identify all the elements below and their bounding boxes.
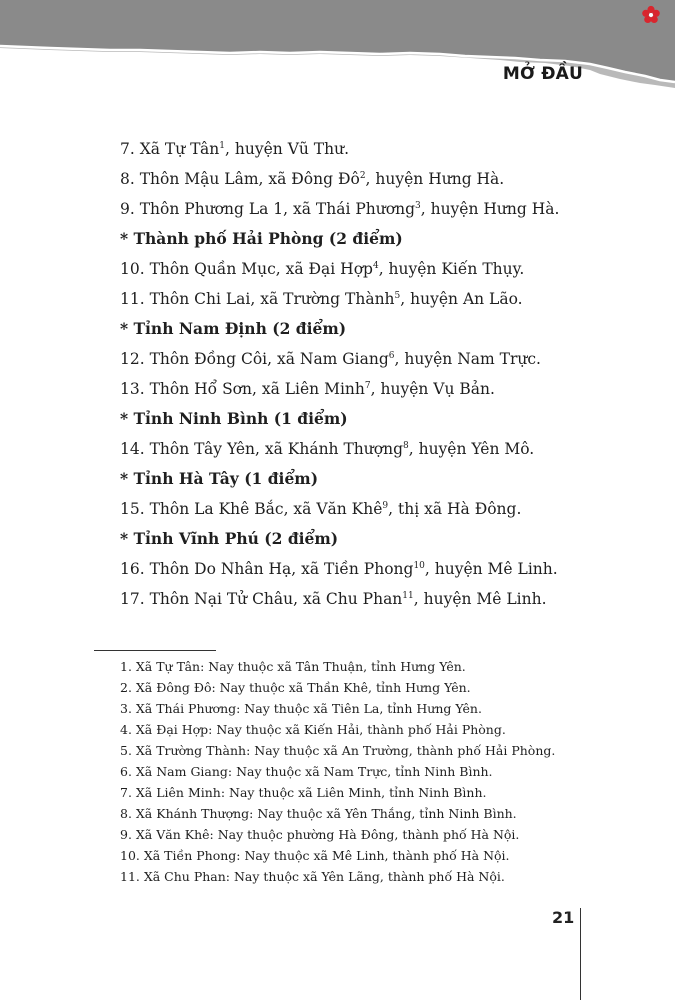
- footnote-item: 9. Xã Văn Khê: Nay thuộc phường Hà Đông, thành phố Hà Nội.: [120, 827, 520, 842]
- footnote-marker: 5: [394, 290, 401, 301]
- list-item: [120, 194, 630, 224]
- list-item-text: * Tỉnh Hà Tây (1 điểm): [120, 469, 319, 488]
- footnote-item: 7. Xã Liên Minh: Nay thuộc xã Liên Minh, tỉnh Ninh Bình.: [120, 785, 487, 800]
- footnote-marker: 9: [382, 500, 389, 511]
- list-item-text: 13. Thôn Hổ Sơn, xã Liên Minh: [120, 380, 365, 398]
- list-item-text: 11. Thôn Chi Lai, xã Trường Thành: [120, 290, 395, 308]
- page-number: 21: [552, 908, 575, 927]
- list-item-text: 12. Thôn Đồng Côi, xã Nam Giang: [120, 350, 389, 368]
- list-item-text-tail: , huyện Vũ Thư.: [225, 140, 350, 158]
- list-item-text-tail: , huyện Mê Linh.: [413, 590, 547, 608]
- footnote-item: 10. Xã Tiền Phong: Nay thuộc xã Mê Linh, thành phố Hà Nội.: [120, 848, 510, 863]
- footnote-divider: [94, 650, 216, 651]
- footnote-list: [120, 656, 600, 887]
- main-list: [120, 134, 630, 614]
- list-item-text: 10. Thôn Quần Mục, xã Đại Hợp: [120, 260, 373, 278]
- list-item-text: 16. Thôn Do Nhân Hạ, xã Tiền Phong: [120, 560, 414, 578]
- list-item-text-tail: , huyện Hưng Hà.: [365, 170, 505, 188]
- footnote-marker: 1: [219, 140, 226, 151]
- list-item: [120, 584, 630, 614]
- footnote-marker: 7: [364, 380, 371, 391]
- province-heading: [120, 224, 630, 254]
- torn-paper-band: [0, 0, 675, 115]
- list-item-text: 17. Thôn Nại Tử Châu, xã Chu Phan: [120, 590, 403, 608]
- list-item: [120, 284, 630, 314]
- footnote-item: 1. Xã Tự Tân: Nay thuộc xã Tân Thuận, tỉnh Hưng Yên.: [120, 659, 466, 674]
- list-item-text-tail: , huyện Yên Mô.: [408, 440, 535, 458]
- list-item-text: * Tỉnh Nam Định (2 điểm): [120, 319, 347, 338]
- page-number-rule: [580, 908, 581, 1000]
- list-item-text: 14. Thôn Tây Yên, xã Khánh Thượng: [120, 440, 403, 458]
- list-item-text: 9. Thôn Phương La 1, xã Thái Phương: [120, 200, 415, 218]
- list-item-text-tail: , huyện Kiến Thụy.: [378, 260, 525, 278]
- list-item: [120, 344, 630, 374]
- footnote-marker: 4: [372, 260, 379, 271]
- list-item-text-tail: , huyện Mê Linh.: [424, 560, 558, 578]
- list-item-text: 8. Thôn Mậu Lâm, xã Đông Đô: [120, 170, 360, 188]
- footnote-marker: 10: [413, 560, 425, 571]
- province-heading: [120, 464, 630, 494]
- list-item-text: * Tỉnh Ninh Bình (1 điểm): [120, 409, 348, 428]
- list-item-text: 7. Xã Tự Tân: [120, 140, 220, 158]
- list-item-text: * Thành phố Hải Phòng (2 điểm): [120, 229, 403, 248]
- list-item: [120, 134, 630, 164]
- list-item: [120, 554, 630, 584]
- section-title: MỞ ĐẦU: [502, 64, 583, 84]
- list-item: [120, 494, 630, 524]
- page-header: [0, 0, 675, 115]
- list-item: [120, 434, 630, 464]
- footnote-marker: 6: [388, 350, 395, 361]
- list-item-text-tail: , thị xã Hà Đông.: [388, 500, 522, 518]
- list-item-text-tail: , huyện Hưng Hà.: [420, 200, 560, 218]
- footnote-item: 5. Xã Trường Thành: Nay thuộc xã An Trường, thành phố Hải Phòng.: [120, 743, 556, 758]
- footnote-marker: 8: [403, 440, 409, 451]
- footnote-item: 3. Xã Thái Phương: Nay thuộc xã Tiên La, tỉnh Hưng Yên.: [120, 701, 482, 716]
- province-heading: [120, 404, 630, 434]
- province-heading: [120, 314, 630, 344]
- list-item-text: 15. Thôn La Khê Bắc, xã Văn Khê: [120, 500, 383, 518]
- list-item-text-tail: , huyện Vụ Bản.: [370, 380, 495, 398]
- footnote-item: 4. Xã Đại Hợp: Nay thuộc xã Kiến Hải, thành phố Hải Phòng.: [120, 722, 506, 737]
- province-heading: [120, 524, 630, 554]
- footnote-item: 6. Xã Nam Giang: Nay thuộc xã Nam Trực, tỉnh Ninh Bình.: [120, 764, 493, 779]
- footnote-marker: 2: [359, 170, 366, 181]
- list-item-text: * Tỉnh Vĩnh Phú (2 điểm): [120, 529, 339, 548]
- footnote-item: 11. Xã Chu Phan: Nay thuộc xã Yên Lãng, thành phố Hà Nội.: [120, 869, 505, 884]
- list-item: [120, 374, 630, 404]
- list-item-text-tail: , huyện An Lão.: [400, 290, 523, 308]
- flower-icon: [640, 4, 662, 26]
- footnote-item: 2. Xã Đông Đô: Nay thuộc xã Thần Khê, tỉnh Hưng Yên.: [120, 680, 471, 695]
- footnote-item: 8. Xã Khánh Thượng: Nay thuộc xã Yên Thắng, tỉnh Ninh Bình.: [120, 806, 517, 821]
- footnote-marker: 3: [415, 200, 421, 211]
- list-item: [120, 164, 630, 194]
- list-item: [120, 254, 630, 284]
- footnote-marker: 11: [402, 590, 414, 601]
- list-item-text-tail: , huyện Nam Trực.: [394, 350, 541, 368]
